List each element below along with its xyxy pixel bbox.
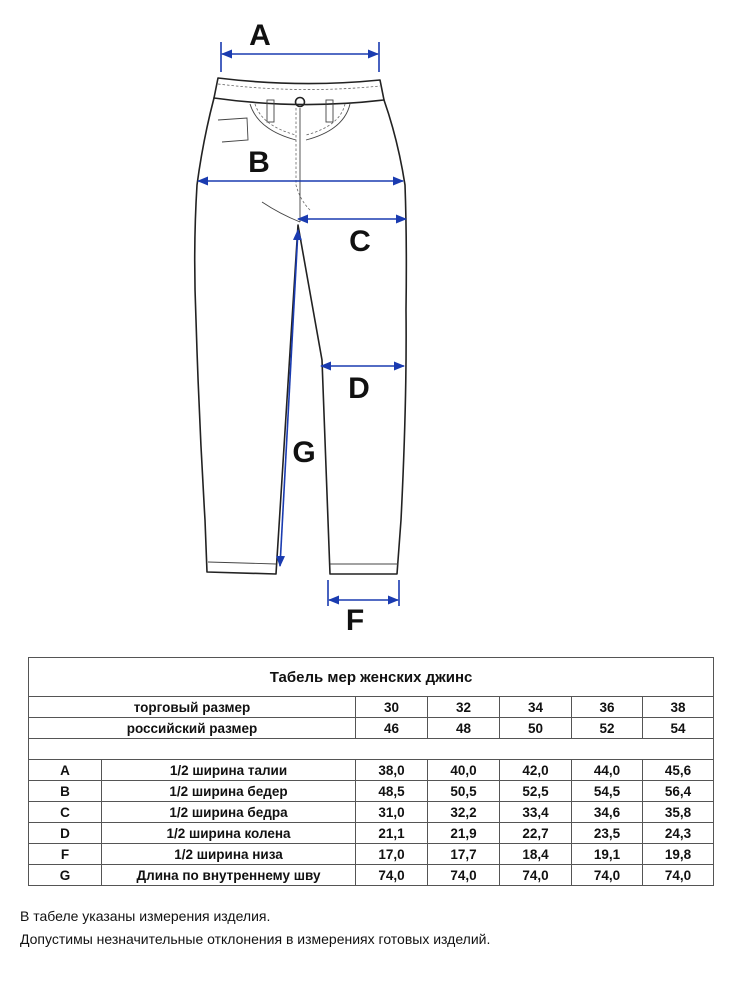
jeans-outline (195, 78, 407, 574)
measure-value: 21,9 (428, 823, 500, 844)
table-row (29, 802, 714, 823)
size-cell: 32 (428, 697, 500, 718)
size-cell: 34 (500, 697, 572, 718)
measure-name: Длина по внутреннему шву (102, 865, 356, 886)
measure-value: 40,0 (428, 760, 500, 781)
measure-value: 74,0 (643, 865, 714, 886)
measure-name: 1/2 ширина талии (102, 760, 356, 781)
measure-value: 19,8 (643, 844, 714, 865)
table-row (29, 823, 714, 844)
russian-size-row (29, 718, 714, 739)
trade-size-row (29, 697, 714, 718)
size-cell: 48 (428, 718, 500, 739)
table-row (29, 781, 714, 802)
spacer-cell (29, 739, 714, 760)
label-c: C (349, 225, 371, 258)
measure-value: 48,5 (356, 781, 428, 802)
measure-code: C (29, 802, 102, 823)
size-cell: 30 (356, 697, 428, 718)
size-cell: 52 (572, 718, 643, 739)
size-cell: 50 (500, 718, 572, 739)
measure-name: 1/2 ширина бедер (102, 781, 356, 802)
measure-value: 42,0 (500, 760, 572, 781)
measure-value: 74,0 (428, 865, 500, 886)
measure-name: 1/2 ширина низа (102, 844, 356, 865)
measure-value: 38,0 (356, 760, 428, 781)
measure-value: 19,1 (572, 844, 643, 865)
table-row (29, 844, 714, 865)
measure-value: 33,4 (500, 802, 572, 823)
table-row (29, 760, 714, 781)
footnote-line: В табеле указаны измерения изделия. (20, 908, 271, 924)
footnote-line: Допустимы незначительные отклонения в измерениях готовых изделий. (20, 931, 491, 947)
table-row (29, 865, 714, 886)
measure-code: A (29, 760, 102, 781)
size-cell: 46 (356, 718, 428, 739)
measure-value: 50,5 (428, 781, 500, 802)
label-b: B (248, 146, 270, 179)
footnotes (20, 905, 490, 951)
russian-size-label: российский размер (29, 718, 356, 739)
measure-name: 1/2 ширина бедра (102, 802, 356, 823)
measure-code: B (29, 781, 102, 802)
measure-value: 32,2 (428, 802, 500, 823)
measure-value: 52,5 (500, 781, 572, 802)
measure-value: 22,7 (500, 823, 572, 844)
dimension-a (221, 42, 379, 72)
label-f: F (345, 604, 365, 637)
measure-value: 23,5 (572, 823, 643, 844)
measure-code: G (29, 865, 102, 886)
measure-value: 54,5 (572, 781, 643, 802)
measure-value: 56,4 (643, 781, 714, 802)
size-chart-table (28, 657, 713, 886)
dimension-f (328, 580, 399, 606)
measure-value: 24,3 (643, 823, 714, 844)
measure-value: 74,0 (572, 865, 643, 886)
trade-size-label: торговый размер (29, 697, 356, 718)
measure-value: 45,6 (643, 760, 714, 781)
measure-value: 17,7 (428, 844, 500, 865)
measure-value: 34,6 (572, 802, 643, 823)
measure-value: 31,0 (356, 802, 428, 823)
size-cell: 38 (643, 697, 714, 718)
measure-value: 17,0 (356, 844, 428, 865)
label-a: A (249, 19, 271, 52)
size-cell: 36 (572, 697, 643, 718)
measure-value: 18,4 (500, 844, 572, 865)
measure-value: 44,0 (572, 760, 643, 781)
measure-name: 1/2 ширина колена (102, 823, 356, 844)
measure-value: 74,0 (500, 865, 572, 886)
label-g: G (292, 436, 316, 469)
label-d: D (348, 372, 370, 405)
measure-code: F (29, 844, 102, 865)
size-cell: 54 (643, 718, 714, 739)
measure-code: D (29, 823, 102, 844)
table-title: Табель мер женских джинс (29, 658, 714, 697)
spacer-row (29, 739, 714, 760)
dimension-g (280, 230, 298, 566)
measure-value: 21,1 (356, 823, 428, 844)
measure-value: 74,0 (356, 865, 428, 886)
measure-value: 35,8 (643, 802, 714, 823)
